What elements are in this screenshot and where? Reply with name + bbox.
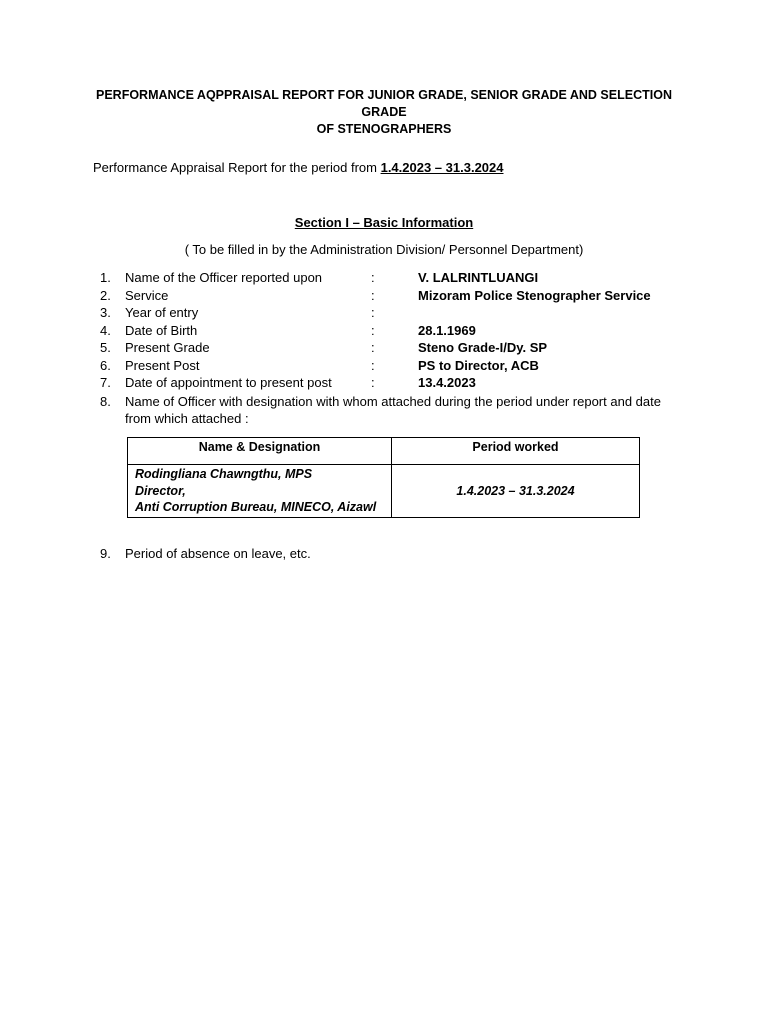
officer-name: Rodingliana Chawngthu, MPS — [135, 467, 313, 481]
report-title — [80, 87, 688, 138]
attached-officer-table — [127, 437, 640, 518]
info-row-label: Year of entry — [125, 305, 199, 320]
report-title-line-1: PERFORMANCE AQPPRAISAL REPORT FOR JUNIOR GRADE, SENIOR GRADE AND SELECTION GRADE — [96, 88, 672, 119]
info-row-value: V. LALRINTLUANGI — [418, 270, 539, 285]
info-row-colon: : — [371, 288, 375, 303]
table-row — [128, 465, 640, 518]
info-row-label: Date of appointment to present post — [125, 375, 332, 390]
officer-name-designation-cell — [128, 465, 392, 518]
info-row-label: Date of Birth — [125, 323, 198, 338]
info-row-number: 1. — [100, 270, 111, 285]
info-row-label: Period of absence on leave, etc. — [125, 546, 311, 561]
info-row-number: 4. — [100, 323, 111, 338]
info-row-label: Service — [125, 288, 169, 303]
section-note: ( To be filled in by the Administration Division/ Personnel Department) — [184, 242, 584, 257]
info-row-value: Steno Grade-I/Dy. SP — [418, 340, 548, 355]
info-row-label: Present Post — [125, 358, 200, 373]
info-row-number: 3. — [100, 305, 111, 320]
info-row-colon: : — [371, 375, 375, 390]
info-row-colon: : — [371, 323, 375, 338]
column-header-name-designation: Name & Designation — [128, 438, 392, 465]
info-row-number: 2. — [100, 288, 111, 303]
report-period-value: 1.4.2023 – 31.3.2024 — [380, 160, 504, 175]
info-row-label: Name of Officer with designation with whom attached during the period under report and date from which attached : — [125, 394, 661, 426]
info-row-number: 9. — [100, 546, 111, 561]
info-row-value: 13.4.2023 — [418, 375, 476, 390]
info-row-colon: : — [371, 358, 375, 373]
info-row-number: 6. — [100, 358, 111, 373]
info-row-number: 5. — [100, 340, 111, 355]
info-row-colon: : — [371, 305, 375, 320]
officer-designation: Director, — [135, 483, 186, 498]
column-header-period-worked: Period worked — [392, 438, 640, 465]
info-row-value: PS to Director, ACB — [418, 358, 539, 373]
info-row-number: 7. — [100, 375, 111, 390]
report-period-prefix: Performance Appraisal Report for the period from — [93, 160, 377, 175]
report-title-line-2: OF STENOGRAPHERS — [316, 122, 452, 136]
table-header-row — [128, 438, 640, 465]
info-row-colon: : — [371, 340, 375, 355]
info-row-number: 8. — [100, 394, 111, 409]
period-worked-cell: 1.4.2023 – 31.3.2024 — [392, 465, 640, 518]
info-row-label: Present Grade — [125, 340, 210, 355]
info-row-value: 28.1.1969 — [418, 323, 476, 338]
officer-office: Anti Corruption Bureau, MINECO, Aizawl — [135, 500, 377, 514]
info-row-colon: : — [371, 270, 375, 285]
info-row-label: Name of the Officer reported upon — [125, 270, 323, 285]
report-period-line — [93, 159, 503, 176]
info-row-value: Mizoram Police Stenographer Service — [418, 288, 651, 303]
section-heading: Section I – Basic Information — [294, 215, 474, 230]
